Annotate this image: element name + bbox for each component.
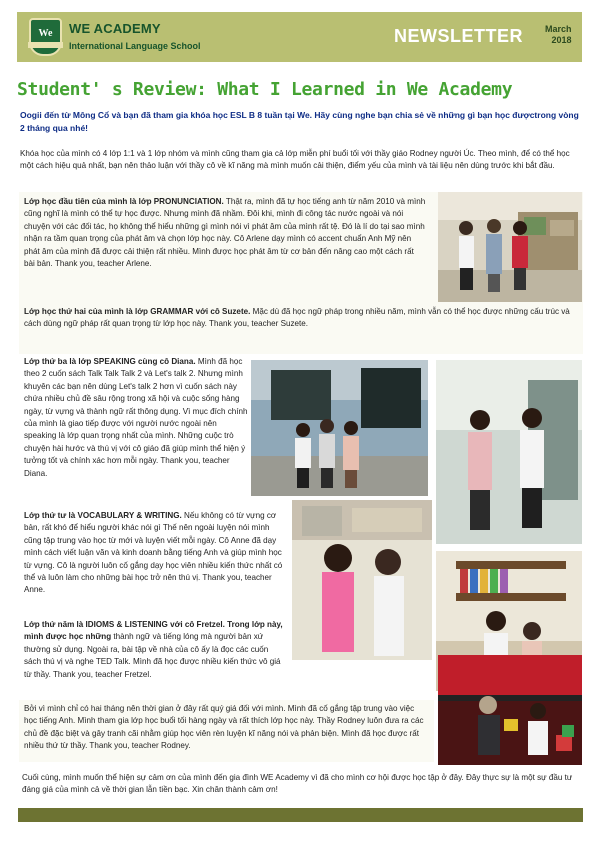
issue-year: 2018 [551,35,572,45]
footer-bar [18,808,583,822]
photo-classroom-pronunciation [438,192,582,302]
grammar-paragraph: Lớp học thứ hai của mình là lớp GRAMMAR với cô Suzete. Mặc dù đã học ngữ pháp trong nhiều năm, mình vẫn có thể học được những cấu trúc và cách dùng ngữ pháp rất quan trọng từ lớp học này. Thank you, teacher Suzete. [24,307,570,329]
header-bar [17,12,582,62]
issue-month: March [545,24,572,34]
brand-name: WE ACADEMY [69,21,161,36]
article-title: Student' s Review: What I Learned in We Academy [17,79,513,100]
vocabulary-paragraph: Lớp thứ tư là VOCABULARY & WRITING. Nếu không có từ vựng cơ bản, rất khó để hiểu người khác nói gì Thế nên ngoài luyện nói mình cũng tập trung vào học từ mới và luyện viết mỗi ngày. Cô Anne đã dạy mình cách viết luận văn và kinh doanh bằng tiếng Anh và giúp mình học từ vựng. Cô là người luôn cố gắng dạy học viên nhiều kiến thức nhất có thể và luôn làm cho những bài học trở nên thú vị. Thank you, teacher Anne. [24,511,283,595]
closing-paragraph: Cuối cùng, mình muốn thể hiện sự cảm ơn của mình đến gia đình WE Academy vì đã cho mình cơ hội được học tập ở đây. Đây thực sự là một sự đầu tư đáng giá của mình cả về thời gian lẫn tiền bạc. Xin chân thành cảm ơn! [22,773,573,795]
logo-ribbon [28,42,63,48]
photo-student-portrait [436,360,582,544]
opening-paragraph: Khóa học của mình có 4 lớp 1:1 và 1 lớp nhóm và mình cũng tham gia cả lớp miễn phí buổi tối với thầy giáo Rodney người Úc. Theo mình, để có thể học một cách hiệu quả nhất, bạn nên thảo luận với thầy cô về kĩ năng mà mình muốn cải thiện, điểm yếu của mình và tài liệu nên dùng trước khi bắt đầu. [20,149,570,171]
speaking-paragraph: Lớp thứ ba là lớp SPEAKING cùng cô Diana. Mình đã học theo 2 cuốn sách Talk Talk Talk 2 và Let's talk 2. Nhưng mình khuyên các bạn nên dùng Let's talk 2 hơn vì cuốn sách này chứa nhiều chủ đề sâu rộng trong xã hội và cuộc sống hàng ngày, từ vựng và thành ngữ rất thông dụng. Vì mục đích chính của mình là giao tiếp được với người nước ngoài nên speaking là lớp quan trọng nhất của mình. Những cuộc trò chuyện hài hước và thú vị với cô giáo đã giúp mình thể hiện ý tưởng tốt và chính xác hơn mỗi ngày. Thank you, teacher Diana. [24,357,248,478]
photo-christmas-stage [438,655,582,765]
we-academy-logo [29,18,62,56]
newsletter-label: NEWSLETTER [394,26,523,46]
logo-text: We [38,28,53,39]
evening-class-paragraph: Bởi vì mình chỉ có hai tháng nên thời gian ở đây rất quý giá đối với mình. Mình đã cố gắng tập trung vào việc học tiếng Anh. Mình tham gia lớp học buổi tối hàng ngày và rất thích lớp học này. Thầy Rodney luôn đưa ra các chủ đề đặc biệt và gây tranh cãi nhằm giúp học viên rèn luyện kĩ năng nói và phản biện. Mình đã học được rất nhiều thứ từ thầy. Thank you, teacher Rodney. [24,704,424,751]
brand-subtitle: International Language School [69,41,201,51]
issue-date [545,24,572,46]
idioms-paragraph: Lớp thứ năm là IDIOMS & LISTENING với cô Fretzel. Trong lớp này, mình được học những thành ngữ và tiếng lóng mà người bản xứ thường sử dụng. Ngoài ra, bài tập về nhà của cô ấy là đọc các cuốn sách thú vị và nghe TED Talk. Mình đã học được nhiều kiến thức vô giá từ thầy. Thank you, teacher Fretzel. [24,620,283,679]
article-intro: Oogii đến từ Mông Cổ và bạn đã tham gia khóa học ESL B 8 tuần tại We. Hãy cùng nghe bạn chia sẻ về những gì bạn học đượctrong vòng 2 tháng qua nhé! [20,110,579,133]
photo-classroom-selfie [292,500,432,660]
photo-students-outside [251,360,428,496]
pronunciation-paragraph: Lớp học đầu tiên của mình là lớp PRONUNCIATION. Thật ra, mình đã tự học tiếng anh từ năm 2010 và mình cũng nghĩ là mình có thể tự học được. Nhưng mình đã nhầm. Đôi khi, mình đi công tác nước ngoài và nói chuyện với các đối tác, họ không thể hiểu những gì mình nói vì phát âm của mình rất tệ. Đó là lí do tại sao mình nhận ra tầm quan trọng của phát âm và chọn lớp học này. Cô Arlene dạy mình có accent chuẩn Anh Mỹ nên phát âm của mình đã được cải thiện rất nhiều. Mình được học phát âm từ cơ bản đến nâng cao một cách rất bài bản. Thank you, teacher Arlene. [24,197,426,269]
